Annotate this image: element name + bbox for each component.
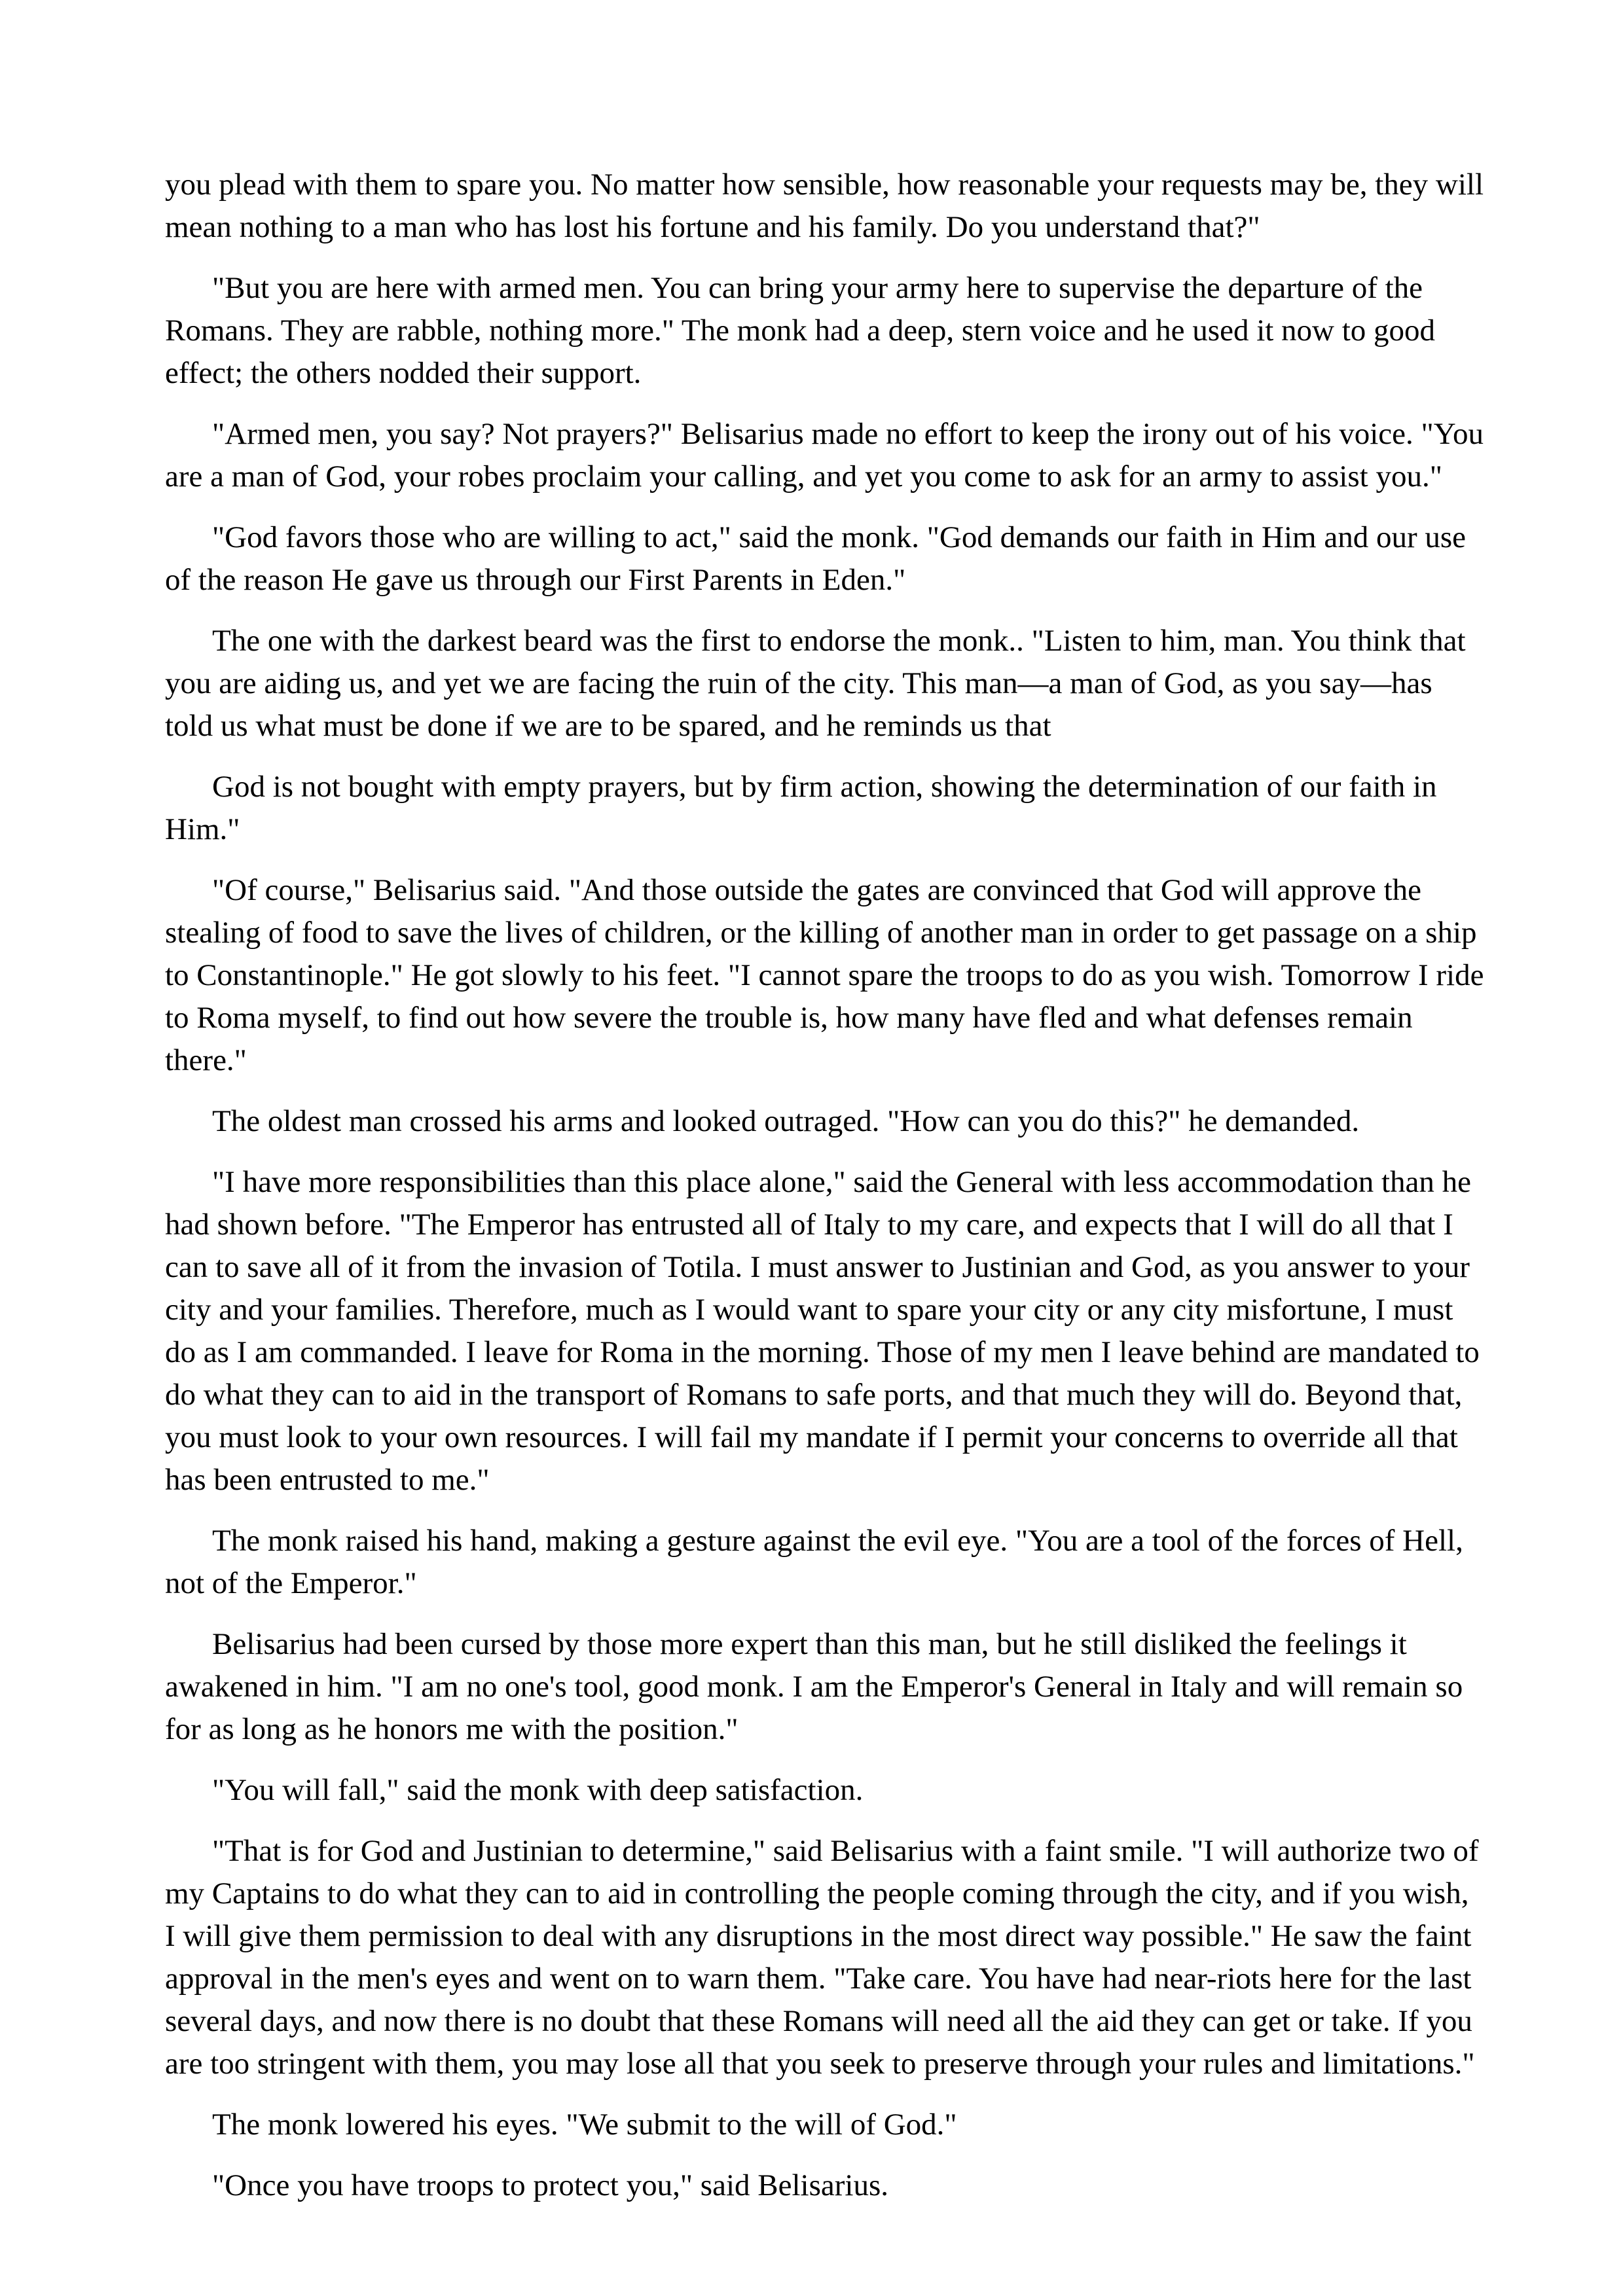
paragraph: The one with the darkest beard was the first to endorse the monk.. "Listen to him, man. You think that you are aiding us, and yet we are facing the ruin of the city. This man—a man of God, as you say—has told us what must be done if we are to be spared, and he reminds us that: [165, 624, 1466, 743]
paragraph: "Once you have troops to protect you," said Belisarius.: [212, 2168, 888, 2202]
paragraph: you plead with them to spare you. No matter how sensible, how reasonable your requests may be, they will mean nothing to a man who has lost his fortune and his family. Do you understand that?": [165, 168, 1484, 244]
paragraph: The monk lowered his eyes. "We submit to the will of God.": [212, 2108, 957, 2142]
paragraph: "God favors those who are willing to act," said the monk. "God demands our faith in Him and our use of the reason He gave us through our First Parents in Eden.": [165, 520, 1466, 597]
paragraph: Belisarius had been cursed by those more expert than this man, but he still disliked the feelings it awakened in him. "I am no one's tool, good monk. I am the Emperor's General in Italy and will remain so for as long as he honors me with the position.": [165, 1627, 1463, 1746]
paragraph: "You will fall," said the monk with deep satisfaction.: [212, 1773, 864, 1807]
paragraph: "But you are here with armed men. You can bring your army here to supervise the departure of the Romans. They are rabble, nothing more." The monk had a deep, stern voice and he used it now to good effect; the others nodded their support.: [165, 271, 1436, 390]
paragraph: The monk raised his hand, making a gesture against the evil eye. "You are a tool of the forces of Hell, not of the Emperor.": [165, 1524, 1463, 1600]
paragraph: "That is for God and Justinian to determine," said Belisarius with a faint smile. "I will authorize two of my Captains to do what they can to aid in controlling the people coming through the city, and if you wish, I will give them permission to deal with any disruptions in the most direct way possible." He saw the faint approval in the men's eyes and went on to warn them. "Take care. You have had near-riots here for the last several days, and now there is no doubt that these Romans will need all the aid they can get or take. If you are too stringent with them, you may lose all that you seek to preserve through your rules and limitations.": [165, 1834, 1479, 2081]
paragraph: "Of course," Belisarius said. "And those outside the gates are convinced that God will approve the stealing of food to save the lives of children, or the killing of another man in order to get passage on a ship to Constantinople." He got slowly to his feet. "I cannot spare the troops to do as you wish. Tomorrow I ride to Roma myself, to find out how severe the trouble is, how many have fled and what defenses remain there.": [165, 873, 1484, 1077]
paragraph: God is not bought with empty prayers, but by firm action, showing the determination of our faith in Him.": [165, 770, 1437, 846]
paragraph: "Armed men, you say? Not prayers?" Belisarius made no effort to keep the irony out of his voice. "You are a man of God, your robes proclaim your calling, and yet you come to ask for an army to assist you.": [165, 417, 1484, 493]
document-page: [165, 164, 1485, 2225]
paragraph: "I have more responsibilities than this place alone," said the General with less accommodation than he had shown before. "The Emperor has entrusted all of Italy to my care, and expects that I will do all that I can to save all of it from the invasion of Totila. I must answer to Justinian and God, as you answer to your city and your families. Therefore, much as I would want to spare your city or any city misfortune, I must do as I am commanded. I leave for Roma in the morning. Those of my men I leave behind are mandated to do what they can to aid in the transport of Romans to safe ports, and that much they will do. Beyond that, you must look to your own resources. I will fail my mandate if I permit your concerns to override all that has been entrusted to me.": [165, 1165, 1480, 1497]
paragraph: The oldest man crossed his arms and looked outraged. "How can you do this?" he demanded.: [212, 1104, 1360, 1138]
